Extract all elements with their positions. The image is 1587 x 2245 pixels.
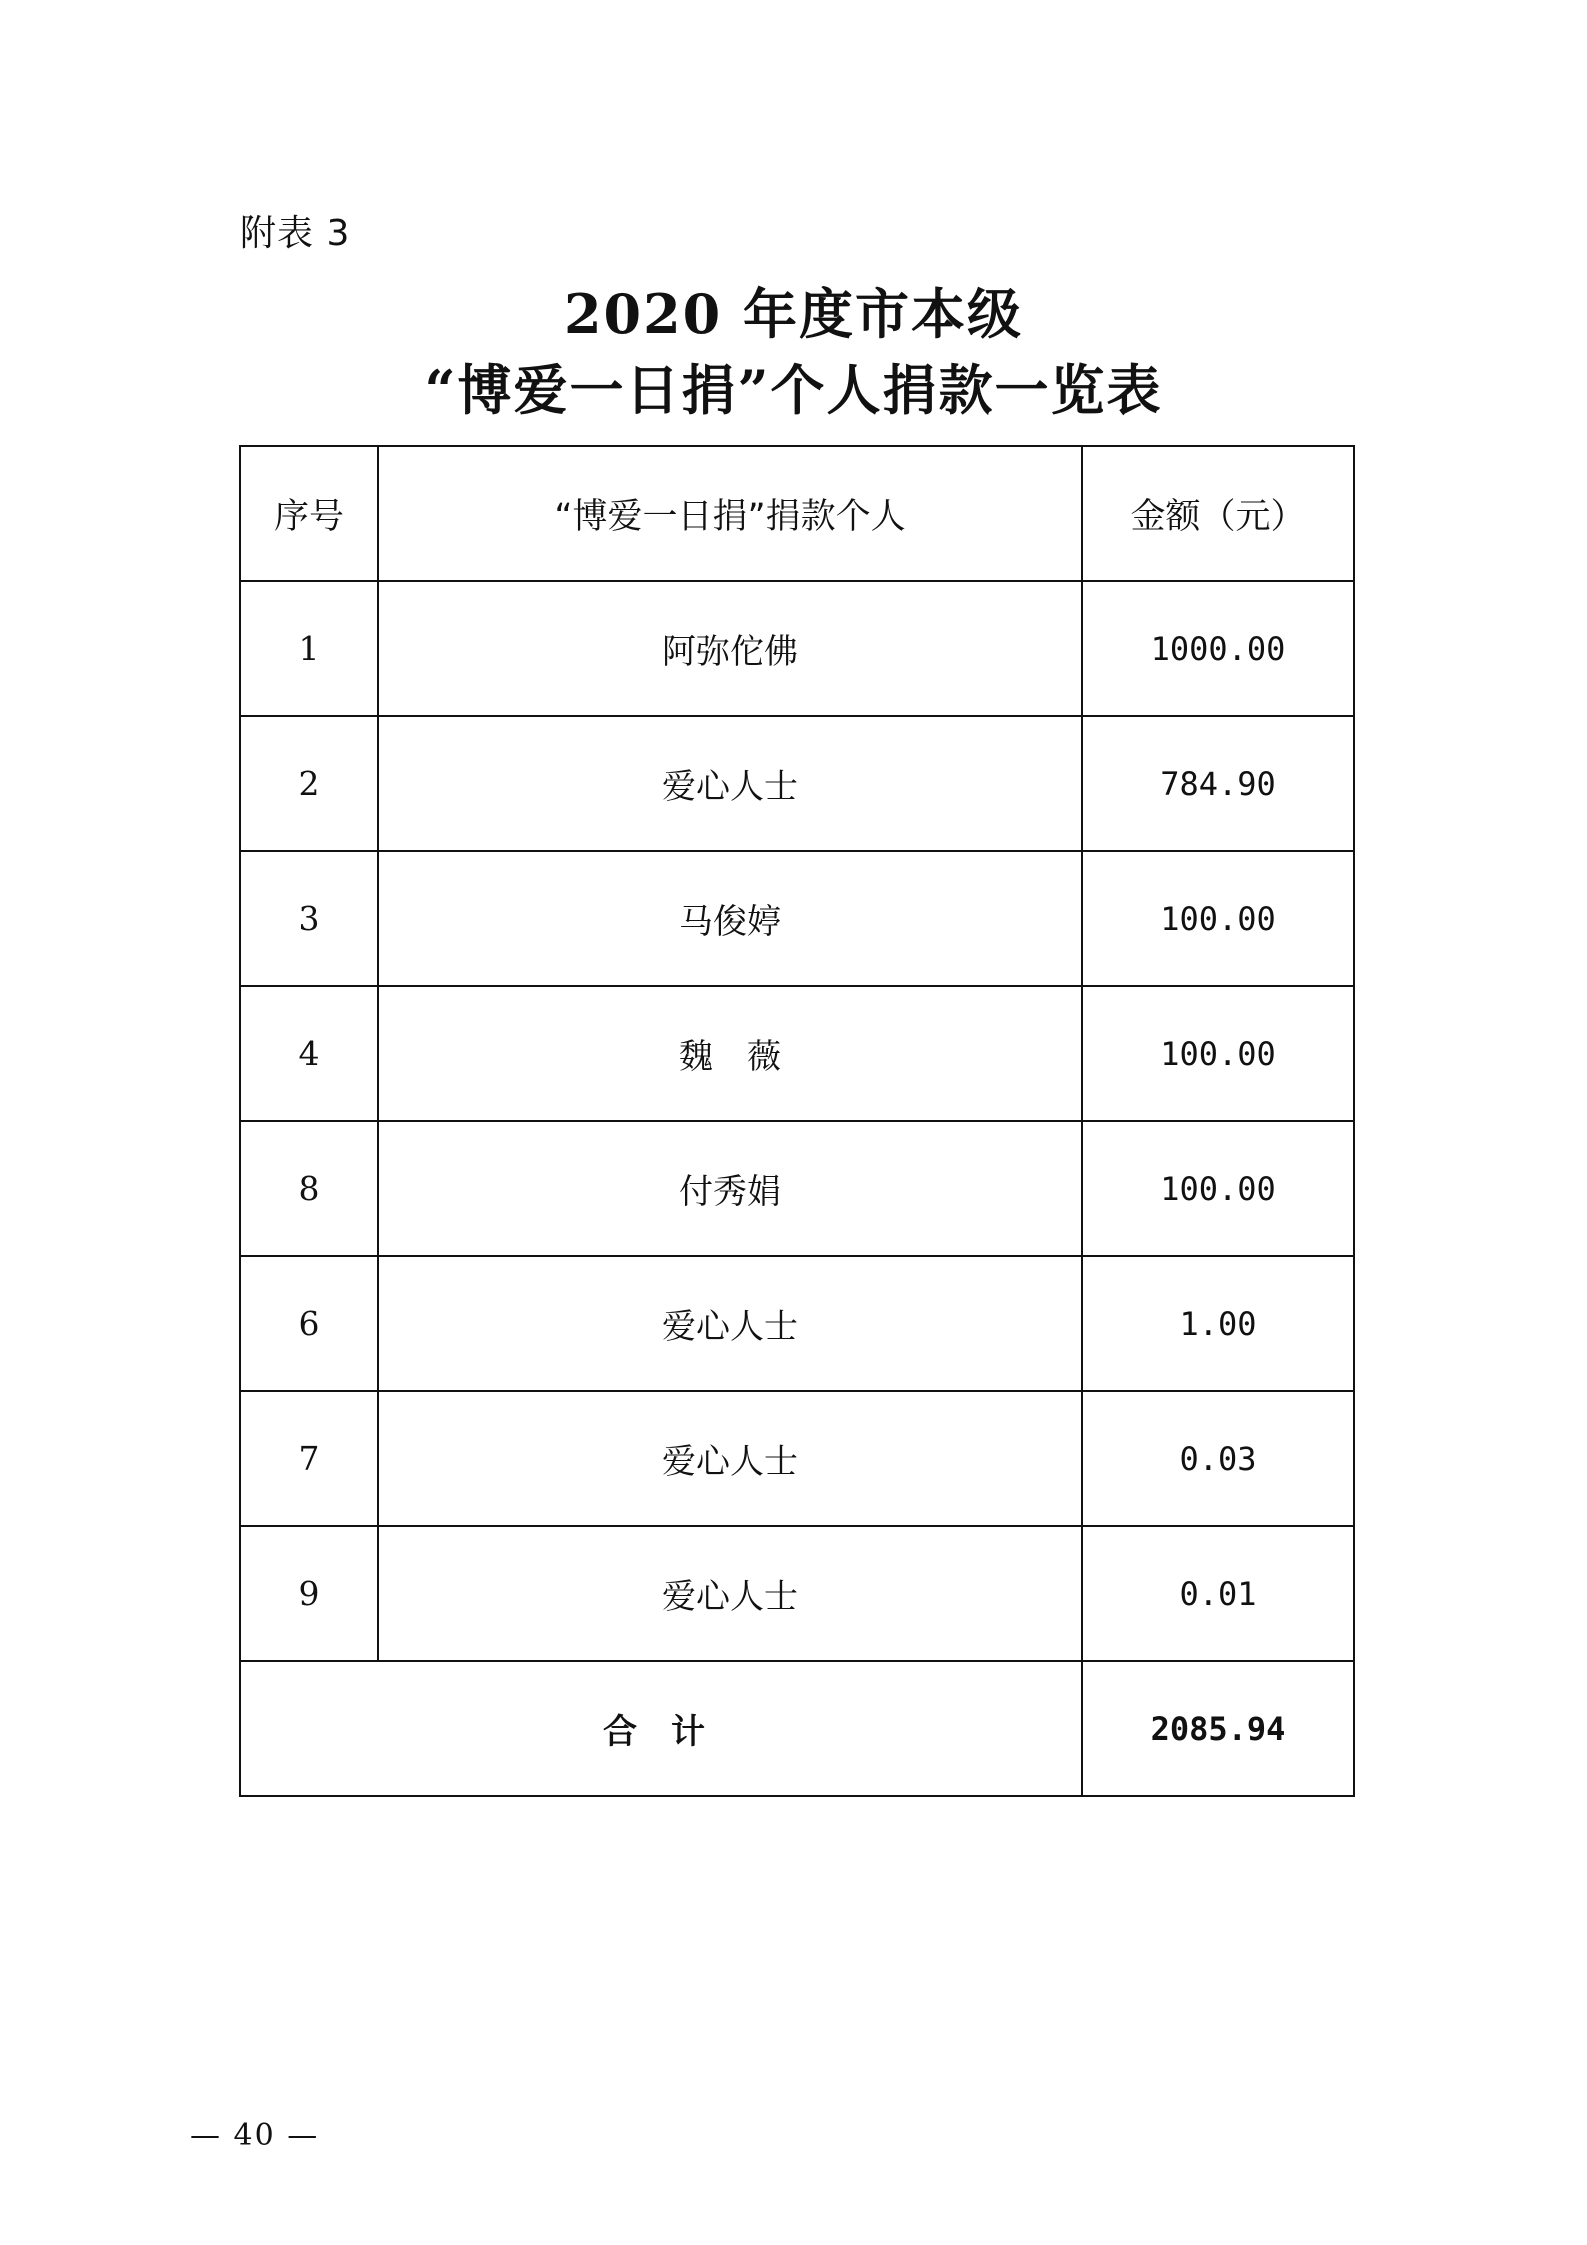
table-row [240, 986, 1354, 1121]
total-label: 合 计 [240, 1661, 1082, 1796]
table-total-row [240, 1661, 1354, 1796]
row-donor-name: 阿弥佗佛 [378, 581, 1082, 716]
row-amount: 1000.00 [1082, 581, 1354, 716]
row-index: 7 [240, 1391, 378, 1526]
row-index: 4 [240, 986, 378, 1121]
row-donor-name: 魏 薇 [378, 986, 1082, 1121]
table-row [240, 581, 1354, 716]
column-header-index: 序号 [240, 446, 378, 581]
row-amount: 1.00 [1082, 1256, 1354, 1391]
row-amount: 100.00 [1082, 1121, 1354, 1256]
table-row [240, 1526, 1354, 1661]
row-index: 1 [240, 581, 378, 716]
column-header-amount: 金额（元） [1082, 446, 1354, 581]
row-donor-name: 爱心人士 [378, 1526, 1082, 1661]
row-index: 3 [240, 851, 378, 986]
row-index: 8 [240, 1121, 378, 1256]
row-amount: 100.00 [1082, 851, 1354, 986]
row-donor-name: 马俊婷 [378, 851, 1082, 986]
donation-table-container [239, 445, 1353, 1797]
row-amount: 0.01 [1082, 1526, 1354, 1661]
row-amount: 100.00 [1082, 986, 1354, 1121]
row-index: 6 [240, 1256, 378, 1391]
row-amount: 0.03 [1082, 1391, 1354, 1526]
attachment-label: 附表 3 [240, 213, 351, 254]
table-row [240, 1121, 1354, 1256]
table-row [240, 851, 1354, 986]
row-donor-name: 付秀娟 [378, 1121, 1082, 1256]
column-header-donor: “博爱一日捐”捐款个人 [378, 446, 1082, 581]
table-row [240, 1256, 1354, 1391]
donation-table [239, 445, 1355, 1797]
page-number: — 40 — [190, 2118, 320, 2153]
row-amount: 784.90 [1082, 716, 1354, 851]
page-title-line-2: “博爱一日捐”个人捐款一览表 [424, 358, 1163, 422]
row-index: 9 [240, 1526, 378, 1661]
total-amount: 2085.94 [1082, 1661, 1354, 1796]
table-row [240, 1391, 1354, 1526]
row-donor-name: 爱心人士 [378, 1256, 1082, 1391]
row-donor-name: 爱心人士 [378, 1391, 1082, 1526]
row-donor-name: 爱心人士 [378, 716, 1082, 851]
row-index: 2 [240, 716, 378, 851]
page-title-line-1: 2020 年度市本级 [563, 282, 1024, 346]
table-header-row [240, 446, 1354, 581]
table-row [240, 716, 1354, 851]
